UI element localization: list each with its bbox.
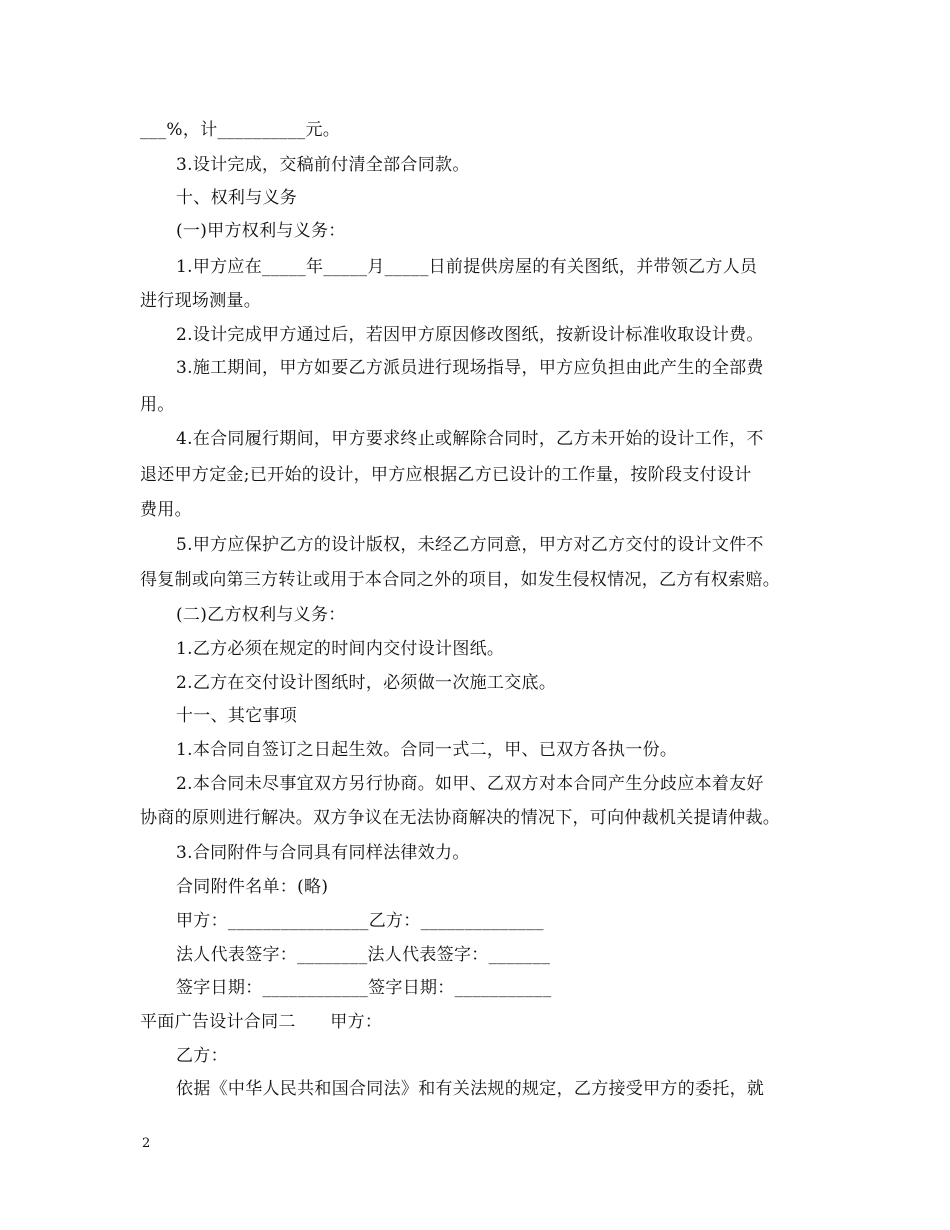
- text-line: 1.本合同自签订之日起生效。合同一式二，甲、已双方各执一份。: [176, 740, 678, 760]
- text-line: ___%，计__________元。: [140, 120, 341, 140]
- text-line: 协商的原则进行解决。双方争议在无法协商解决的情况下，可向仲裁机关提请仲裁。: [140, 808, 781, 828]
- signature-line-date: 签字日期：____________签字日期：___________: [176, 978, 552, 998]
- section-heading: 十一、其它事项: [176, 706, 298, 726]
- text-line: 4.在合同履行期间，甲方要求终止或解除合同时，乙方未开始的设计工作，不: [176, 429, 764, 449]
- text-line: 乙方：: [176, 1046, 228, 1066]
- text-line: 3.施工期间，甲方如要乙方派员进行现场指导，甲方应负担由此产生的全部费: [176, 358, 764, 378]
- text-line: 得复制或向第三方转让或用于本合同之外的项目，如发生侵权情况，乙方有权索赔。: [140, 570, 781, 590]
- signature-line-representative: 法人代表签字：________法人代表签字：_______: [176, 945, 551, 965]
- signature-line-party: 甲方：________________乙方：______________: [176, 911, 544, 931]
- text-line: 3.合同附件与合同具有同样法律效力。: [176, 843, 470, 863]
- text-line: 费用。: [140, 500, 192, 520]
- text-line: 依据《中华人民共和国合同法》和有关法规的规定，乙方接受甲方的委托，就: [176, 1079, 765, 1099]
- subsection-heading: (二)乙方权利与义务：: [176, 605, 346, 625]
- text-line: 5.甲方应保护乙方的设计版权，未经乙方同意，甲方对乙方交付的设计文件不: [176, 535, 764, 555]
- text-line: 2.乙方在交付设计图纸时，必须做一次施工交底。: [176, 673, 557, 693]
- text-line: 1.乙方必须在规定的时间内交付设计图纸。: [176, 639, 505, 659]
- text-line: 合同附件名单：(略): [176, 877, 329, 897]
- text-line: 1.甲方应在_____年_____月_____日前提供房屋的有关图纸，并带领乙方人员: [176, 257, 758, 277]
- text-line: 用。: [140, 395, 175, 415]
- text-line: 退还甲方定金;已开始的设计，甲方应根据乙方已设计的工作量，按阶段支付设计: [140, 465, 752, 485]
- text-line: 2.本合同未尽事宜双方另行协商。如甲、乙双方对本合同产生分歧应本着友好: [176, 774, 764, 794]
- section-heading: 十、权利与义务: [176, 188, 298, 208]
- text-line: 进行现场测量。: [140, 291, 262, 311]
- page-number: 2: [142, 1136, 151, 1151]
- text-line: 3.设计完成，交稿前付清全部合同款。: [176, 155, 470, 175]
- text-line: 2.设计完成甲方通过后，若因甲方原因修改图纸，按新设计标准收取设计费。: [176, 325, 764, 345]
- subsection-heading: (一)甲方权利与义务：: [176, 221, 346, 241]
- contract-title-line: 平面广告设计合同二 甲方：: [140, 1012, 383, 1032]
